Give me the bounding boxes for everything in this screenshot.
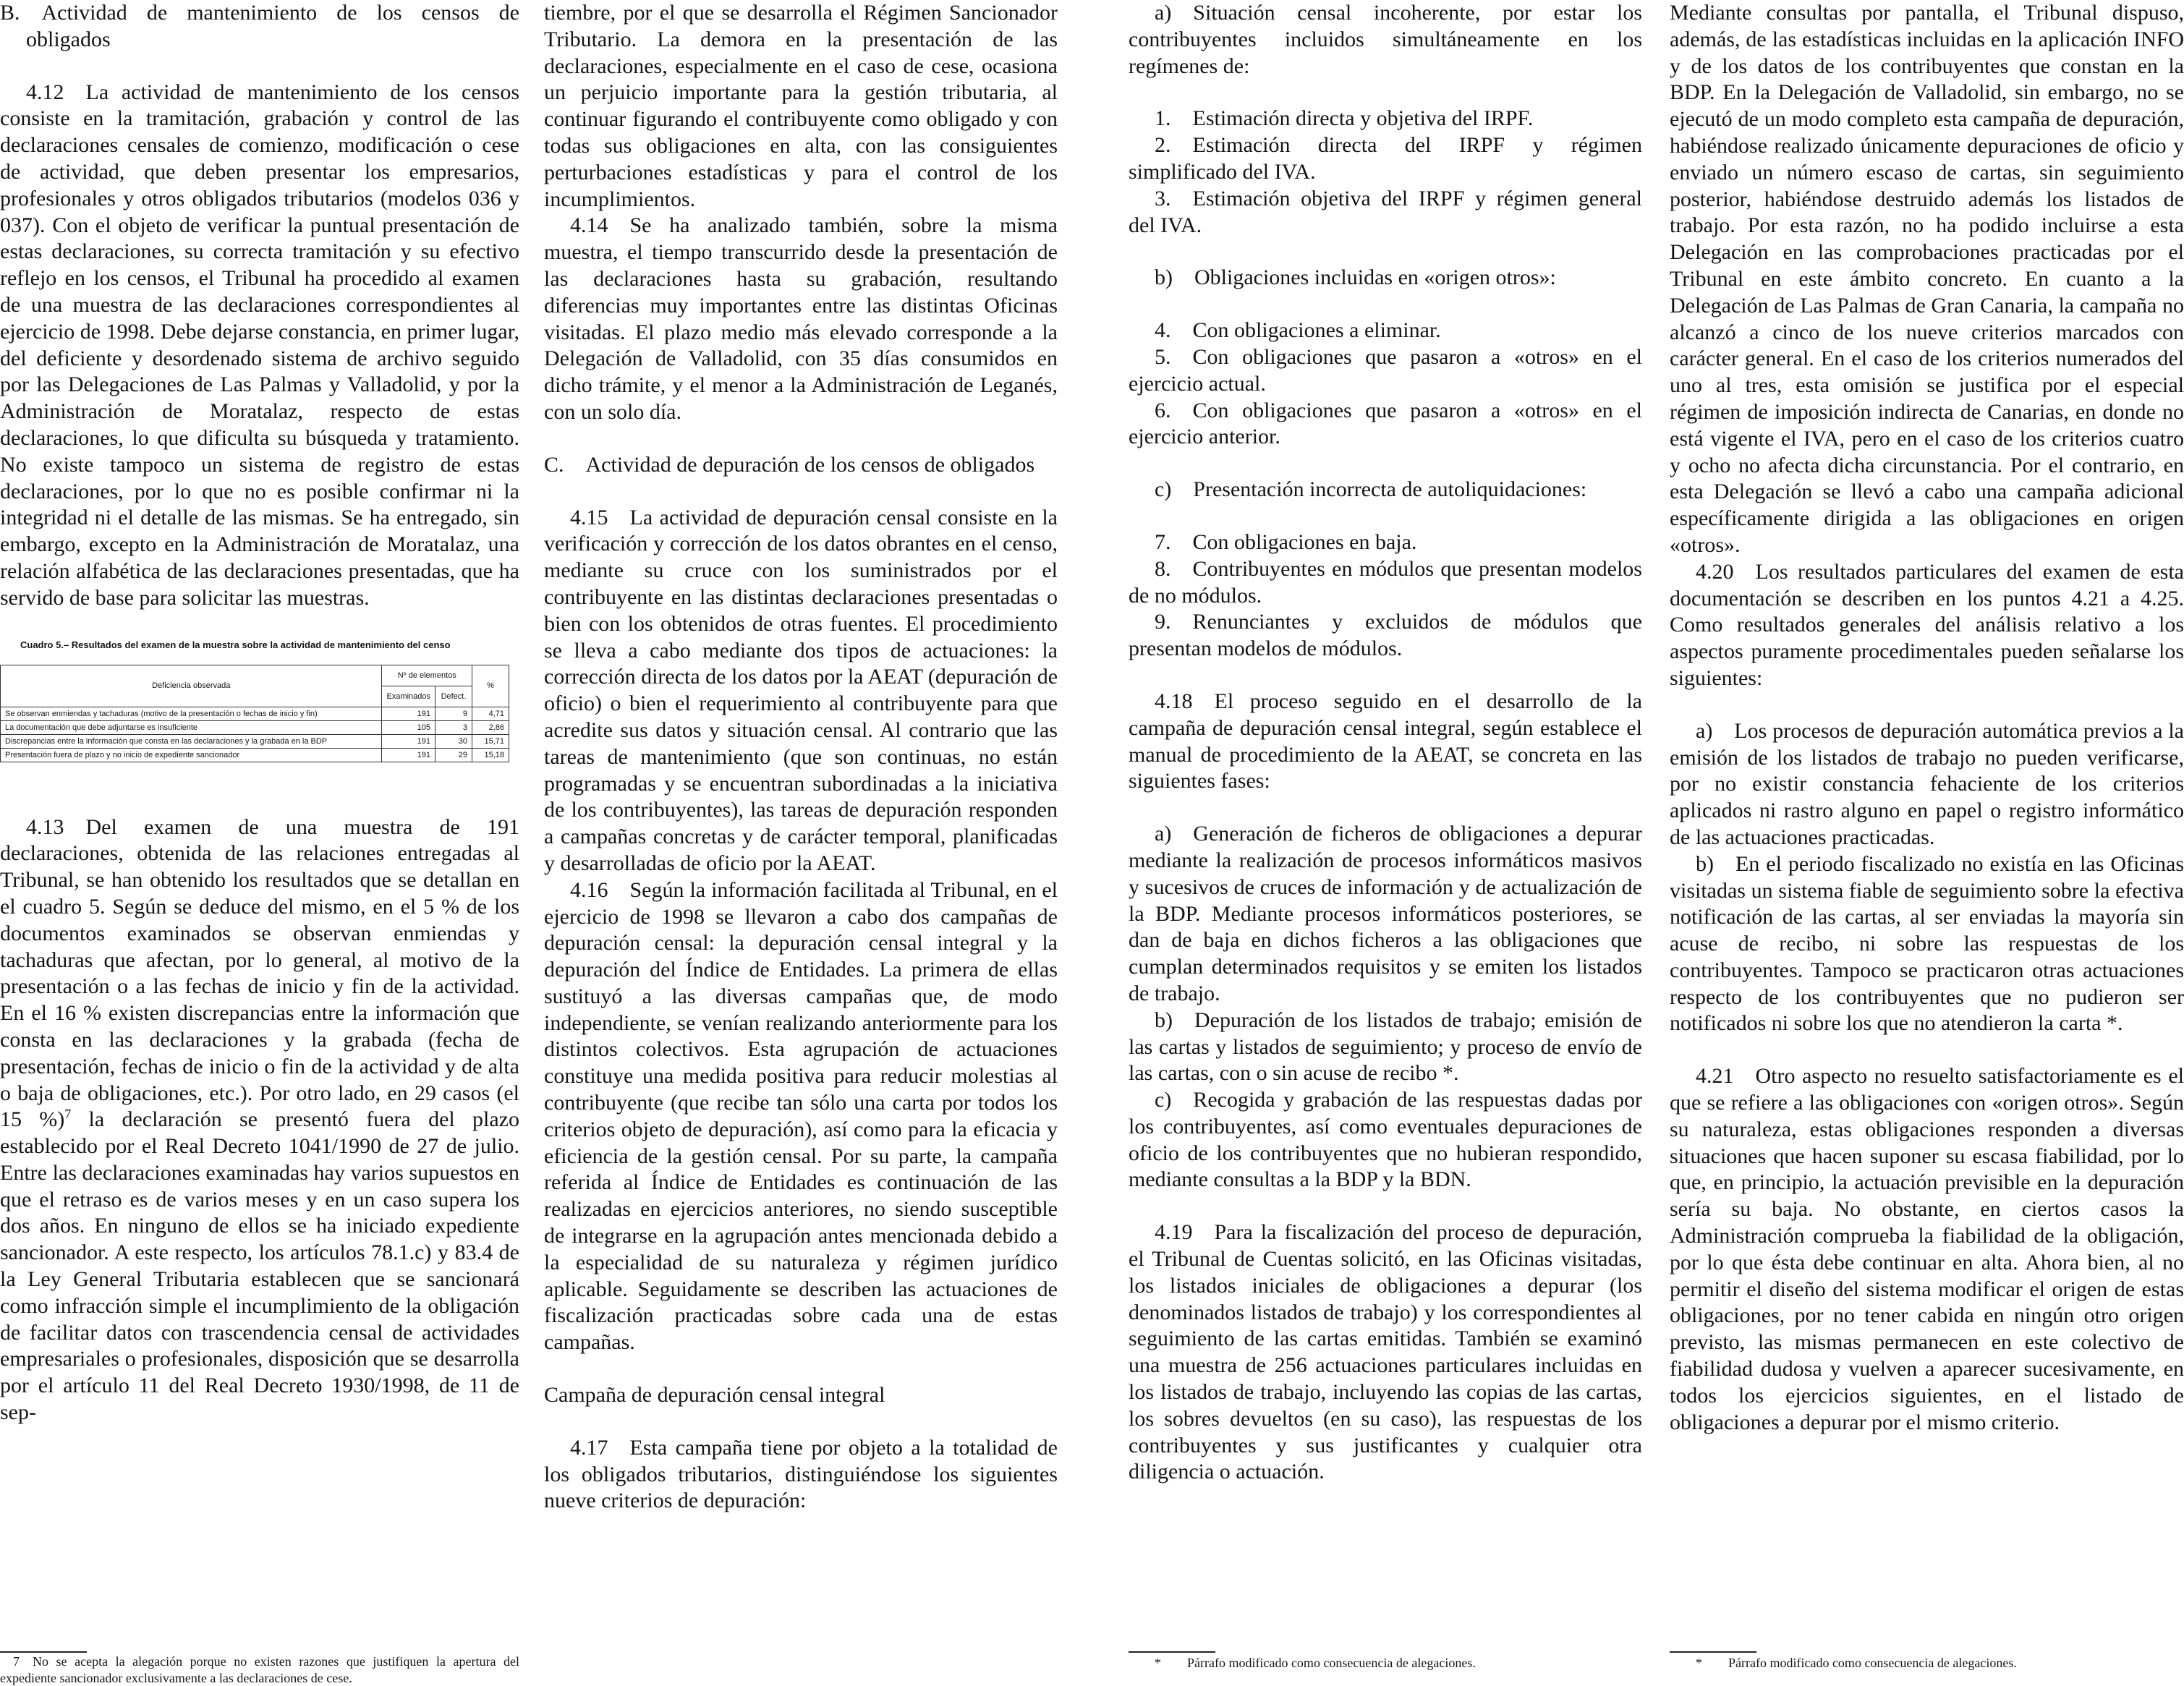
header-elementos: Nº de elementos bbox=[382, 665, 472, 686]
row-deficiencia: Discrepancias entre la información que consta en las declaraciones y la grabada en la BDP bbox=[1, 734, 382, 748]
criterion-group-c: c) Presentación incorrecta de autoliquidaciones: bbox=[1155, 477, 1587, 502]
paragraph-4-13-part-a: 4.13 Del examen de una muestra de 191 declaraciones, obtenida de las relaciones entregadas al Tribunal, se han obtenido los resultados que se detallan en el cuadro 5. Según se deduce del mismo, en el 5 % de los documentos examinados se observan enmiendas y tachaduras que afectan, por lo general, al motivo de la presentación o a las fechas de inicio y fin de la actividad. En el 16 % existen discrepancias entre la información que consta en las declaraciones y la grabada (fecha de presentación, fechas de inicio o fin de la actividad y de alta o baja de obligaciones, etc.). Por otro lado, en 29 casos (el 15 %) bbox=[0, 814, 519, 1132]
table-title: Cuadro 5.– Resultados del examen de la muestra sobre la actividad de mantenimiento del censo bbox=[20, 639, 451, 650]
header-defect: Defect. bbox=[435, 686, 472, 707]
paragraph-4-14: 4.14 Se ha analizado también, sobre la misma muestra, el tiempo transcurrido desde la presentación de las declaraciones hasta su grabación, resultando diferencias muy importantes entre las distintas Oficinas visitadas. El plazo medio más elevado corresponde a la Delegación de Valladolid, con 35 días consumidos en dicho trámite, y el menor a la Administración de Leganés, con un solo día. bbox=[544, 213, 1058, 424]
row-examinados: 191 bbox=[382, 748, 435, 762]
header-deficiencia: Deficiencia observada bbox=[1, 665, 382, 707]
table-row bbox=[1, 720, 509, 734]
header-percent: % bbox=[472, 665, 509, 707]
criterion-7: 7. Con obligaciones en baja. bbox=[1155, 529, 1417, 554]
paragraph-4-17: 4.17 Esta campaña tiene por objeto a la totalidad de los obligados tributarios, distinguiéndose los siguientes nueve criterios de depuración: bbox=[544, 1435, 1058, 1513]
result-a: a) Los procesos de depuración automática previos a la emisión de los listados de trabajo no pueden verificarse, por no existir constancia fehaciente de los criterios aplicados ni rastro alguno en papel o registro informático de las actuaciones practicadas. bbox=[1670, 718, 2184, 849]
row-examinados: 191 bbox=[382, 707, 435, 720]
row-defect: 3 bbox=[435, 720, 472, 734]
row-deficiencia: Se observan enmiendas y tachaduras (motivo de la presentación o fechas de inicio y fin) bbox=[1, 707, 382, 720]
column-3 bbox=[1129, 0, 1642, 1486]
heading-c: C. Actividad de depuración de los censos de obligados bbox=[544, 452, 1035, 477]
footnote-rule-4 bbox=[1670, 1651, 1756, 1653]
footnote-ref-7: 7 bbox=[64, 1107, 72, 1122]
criterion-6: 6. Con obligaciones que pasaron a «otros» en el ejercicio anterior. bbox=[1129, 398, 1642, 449]
heading-campana: Campaña de depuración censal integral bbox=[544, 1383, 885, 1408]
footnote-rule-1 bbox=[0, 1651, 87, 1653]
table-row bbox=[1, 734, 509, 748]
criterion-8: 8. Contribuyentes en módulos que presentan modelos de no módulos. bbox=[1129, 556, 1642, 608]
criterion-3: 3. Estimación objetiva del IRPF y régimen general del IVA. bbox=[1129, 186, 1642, 237]
criterion-1: 1. Estimación directa y objetiva del IRPF. bbox=[1155, 106, 1534, 131]
row-defect: 29 bbox=[435, 748, 472, 762]
paragraph-4-15: 4.15 La actividad de depuración censal consiste en la verificación y corrección de los datos obrantes en el censo, mediante su cruce con los suministrados por el contribuyente en las distintas declaraciones presentadas o bien con los obtenidos de otras fuentes. El procedimiento se lleva a cabo mediante dos tipos de actuaciones: la corrección directa de los datos por la AEAT (depuración de oficio) o bien el requerimiento al contribuyente para que acredite sus datos y situación censal. Al contrario que las tareas de mantenimiento (que son continuas, no están programadas y se encuentran subordinadas a la iniciativa de los contribuyentes), las tareas de depuración responden a campañas concretas y de carácter temporal, planificadas y desarrolladas de oficio por la AEAT. bbox=[544, 505, 1058, 875]
paragraph-4-16: 4.16 Según la información facilitada al Tribunal, en el ejercicio de 1998 se llevaron a cabo dos campañas de depuración censal: la depuración censal integral y la depuración del Índice de Entidades. La primera de ellas sustituyó a las diversas campañas que, de modo independiente, se venían realizando anteriormente para los distintos colectivos. Esta agrupación de actuaciones constituye una medida positiva para reducir molestias al contribuyente (que recibe tan sólo una carta por todos los criterios objeto de depuración), así como para la eficacia y eficiencia de la gestión censal. Por su parte, la campaña referida al Índice de Entidades es continuación de las realizadas en ejercicios anteriores, no siendo susceptible de integrarse en la agrupación antes mencionada debido a la especialidad de su naturaleza y régimen jurídico aplicable. Seguidamente se describen las actuaciones de fiscalización practicadas sobre cada una de estas campañas. bbox=[544, 877, 1058, 1355]
criterion-group-a: a) Situación censal incoherente, por estar los contribuyentes incluidos simultáneamente en los regímenes de: bbox=[1129, 1, 1642, 78]
row-defect: 30 bbox=[435, 734, 472, 748]
header-examinados: Examinados bbox=[382, 686, 435, 707]
paragraph-4-18: 4.18 El proceso seguido en el desarrollo de la campaña de depuración censal integral, según establece el manual de procedimiento de la AEAT, se concreta en las siguientes fases: bbox=[1129, 689, 1642, 793]
paragraph-4-21: 4.21 Otro aspecto no resuelto satisfactoriamente es el que se refiere a las obligaciones con «origen otros». Según su naturaleza, estas obligaciones responden a diversas situaciones que hacen suponer su escasa fiabilidad, por lo que, en principio, la actuación previsible en la depuración sería su baja. No obstante, en ciertos casos la Administración comprueba la fiabilidad de la obligación, por lo que ésta debe continuar en alta. Ahora bien, al no permitir el diseño del sistema modificar el origen de estas obligaciones, por no tener cabida en ningún otro origen previsto, las mismas permanecen en este colectivo de fiabilidad dudosa y vuelven a aparecer sucesivamente, en todos los ejercicios siguientes, en el listado de obligaciones a depurar por el mismo criterio. bbox=[1670, 1064, 2184, 1434]
cuadro-5-table bbox=[0, 665, 509, 762]
criterion-9: 9. Renunciantes y excluidos de módulos que presentan modelos de módulos. bbox=[1129, 610, 1642, 661]
result-b: b) En el periodo fiscalizado no existía en las Oficinas visitadas un sistema fiable de seguimiento sobre la efectiva notificación de las cartas, al ser enviadas la mayoría sin acuse de recibo, ni sobre las respuestas de los contribuyentes. Tampoco se practicaron otras actuaciones respecto de los contribuyentes que no pudieron ser notificados ni sobre los que no atendieron la carta *. bbox=[1670, 851, 2184, 1036]
row-deficiencia: La documentación que debe adjuntarse es insuficiente bbox=[1, 720, 382, 734]
paragraph-4-13 bbox=[0, 814, 519, 1426]
criterion-5: 5. Con obligaciones que pasaron a «otros» en el ejercicio actual. bbox=[1129, 344, 1642, 396]
footnote-7: 7 No se acepta la alegación porque no existen razones que justifiquen la apertura del expediente sancionador exclusivamente a las declaraciones de cese. bbox=[0, 1654, 519, 1685]
criterion-group-b: b) Obligaciones incluidas en «origen otros»: bbox=[1155, 265, 1556, 290]
heading-b: B. Actividad de mantenimiento de los censos de obligados bbox=[0, 1, 519, 51]
paragraph-4-19: 4.19 Para la fiscalización del proceso de depuración, el Tribunal de Cuentas solicitó, en las Oficinas visitadas, los listados iniciales de obligaciones a depurar (los denominados listados de trabajo) y los correspondientes al seguimiento de las cartas emitidas. También se examinó una muestra de 256 actuaciones particulares incluidas en los listados de trabajo, incluyendo las copias de las cartas, los sobres devueltos (en su caso), las respuestas de los contribuyentes y sus justificantes y cualquier otra diligencia o actuación. bbox=[1129, 1220, 1642, 1484]
phase-a: a) Generación de ficheros de obligaciones a depurar mediante la realización de procesos informáticos masivos y sucesivos de cruces de información y de actualización de la BDP. Mediante procesos informáticos posteriores, se dan de baja en dichos ficheros a las obligaciones que cumplan determinados requisitos y se emiten los listados de trabajo. bbox=[1129, 822, 1642, 1005]
paragraph-4-20: 4.20 Los resultados particulares del examen de esta documentación se describen en los puntos 4.21 a 4.25. Como resultados generales del análisis relativo a los aspectos puramente procedimentales pueden señalarse los siguientes: bbox=[1670, 559, 2184, 690]
criterion-4: 4. Con obligaciones a eliminar. bbox=[1155, 318, 1441, 343]
row-examinados: 191 bbox=[382, 734, 435, 748]
table-row bbox=[1, 707, 509, 720]
criterion-2: 2. Estimación directa del IRPF y régimen simplificado del IVA. bbox=[1129, 133, 1642, 184]
paragraph-continuation: tiembre, por el que se desarrolla el Régimen Sancionador Tributario. La demora en la presentación de las declaraciones, especialmente en el caso de cese, ocasiona un perjuicio importante para la gestión tributaria, al continuar figurando el contribuyente como obligado y con todas sus obligaciones en alta, con las consiguientes perturbaciones estadísticas y para el control de los incumplimientos. bbox=[544, 1, 1058, 211]
row-percent: 15,71 bbox=[472, 734, 509, 748]
footnote-rule-3 bbox=[1129, 1651, 1215, 1653]
column-1 bbox=[0, 0, 519, 1426]
column-2 bbox=[544, 0, 1058, 1515]
phase-c: c) Recogida y grabación de las respuestas dadas por los contribuyentes, así como eventuales depuraciones de oficio de los contribuyentes que no hubieran respondido, mediante consultas a la BDP y la BDN. bbox=[1129, 1088, 1642, 1192]
paragraph-4-12: 4.12 La actividad de mantenimiento de los censos consiste en la tramitación, grabación y control de las declaraciones censales de comienzo, modificación o cese de actividad, que deben presentar los empresarios, profesionales y otros obligados tributarios (modelos 036 y 037). Con el objeto de verificar la puntual presentación de estas declaraciones, su correcta tramitación y su efectivo reflejo en los censos, el Tribunal ha procedido al examen de una muestra de las declaraciones correspondientes al ejercicio de 1998. Debe dejarse constancia, en primer lugar, del deficiente y desordenado sistema de archivo seguido por las Delegaciones de Las Palmas y Valladolid, y por la Administración de Moratalaz, respecto de estas declaraciones, lo que dificulta su búsqueda y tratamiento. No existe tampoco un sistema de registro de estas declaraciones, por lo que no es posible confirmar ni la integridad ni el detalle de las mismas. Se ha entregado, sin embargo, excepto en la Administración de Moratalaz, una relación alfabética de las declaraciones presentadas, que ha servido de base para solicitar las muestras. bbox=[0, 80, 519, 610]
row-percent: 15,18 bbox=[472, 748, 509, 762]
column-4 bbox=[1670, 0, 2184, 1436]
footnote-star-4: * Párrafo modificado como consecuencia de alegaciones. bbox=[1696, 1656, 2017, 1670]
table-row bbox=[1, 748, 509, 762]
footnote-star-3: * Párrafo modificado como consecuencia de alegaciones. bbox=[1155, 1656, 1476, 1670]
row-deficiencia: Presentación fuera de plazo y no inicio de expediente sancionador bbox=[1, 748, 382, 762]
paragraph-4-13-part-b: la declaración se presentó fuera del plazo establecido por el Real Decreto 1041/1990 de 27 de julio. Entre las declaraciones examinadas hay varios supuestos en que el retraso es de varios meses y en un caso supera los dos años. En ninguno de ellos se ha iniciado expediente sancionador. A este respecto, los artículos 78.1.c) y 83.4 de la Ley General Tributaria establecen que se sancionará como infracción simple el incumplimiento de la obligación de facilitar datos con trascendencia censal de actividades empresariales o profesionales, disposición que se desarrolla por el artículo 11 del Real Decreto 1930/1998, de 11 de sep- bbox=[0, 1107, 519, 1425]
row-percent: 4,71 bbox=[472, 707, 509, 720]
row-examinados: 105 bbox=[382, 720, 435, 734]
row-percent: 2,86 bbox=[472, 720, 509, 734]
paragraph-continuation: Mediante consultas por pantalla, el Tribunal dispuso, además, de las estadísticas incluidas en la aplicación INFO y de los datos de los contribuyentes que constan en la BDP. En la Delegación de Valladolid, sin embargo, no se ejecutó de un modo completo esta campaña de depuración, habiéndose realizado únicamente depuraciones de oficio y enviado un número escaso de cartas, sin seguimiento posterior, habiéndose destruido además los listados de trabajo. Por esta razón, no ha podido incluirse a esta Delegación en las comprobaciones practicadas por el Tribunal en este ámbito concreto. En cuanto a la Delegación de Las Palmas de Gran Canaria, la campaña no alcanzó a cinco de los nueve criterios marcados con carácter general. En el caso de los criterios numerados del uno al tres, esta omisión se justifica por el especial régimen de imposición indirecta de Canarias, en donde no está vigente el IVA, pero en el caso de los criterios cuatro y ocho no afecta dicha circunstancia. Por el contrario, en esta Delegación se llevó a cabo una campaña adicional específicamente dirigida a las obligaciones en origen «otros». bbox=[1670, 1, 2184, 557]
row-defect: 9 bbox=[435, 707, 472, 720]
phase-b: b) Depuración de los listados de trabajo; emisión de las cartas y listados de seguimiento; y proceso de envío de las cartas, con o sin acuse de recibo *. bbox=[1129, 1008, 1642, 1086]
